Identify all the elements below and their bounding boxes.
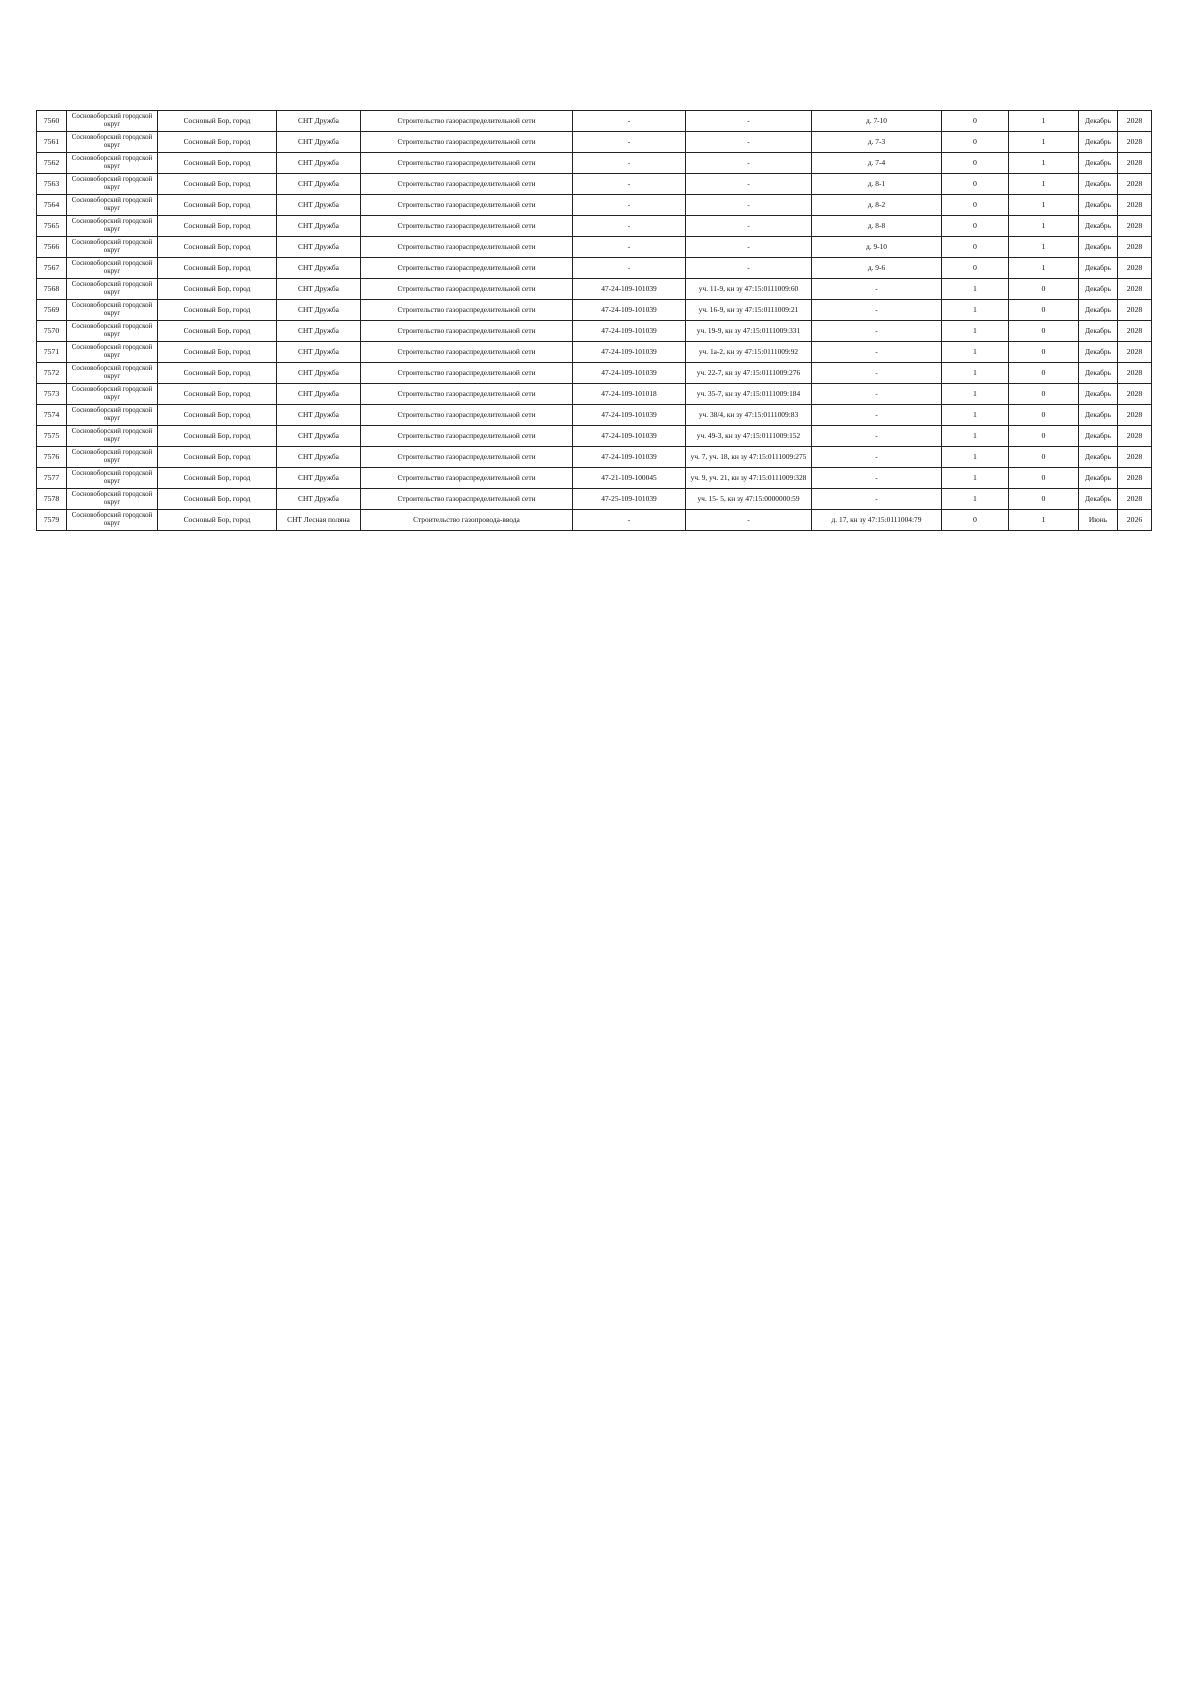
settlement-cell: СНТ Дружба <box>277 447 361 468</box>
table-row <box>37 447 1152 468</box>
table-row <box>37 405 1152 426</box>
count-b-cell: 0 <box>1009 426 1079 447</box>
month-cell: Декабрь <box>1079 489 1118 510</box>
count-a-cell: 0 <box>942 237 1009 258</box>
year-cell: 2028 <box>1118 237 1152 258</box>
district-cell: Сосновоборский городской округ <box>67 237 158 258</box>
row-number: 7570 <box>37 321 67 342</box>
count-b-cell: 1 <box>1009 237 1079 258</box>
row-number: 7577 <box>37 468 67 489</box>
cadastral-number-cell: - <box>573 195 686 216</box>
count-a-cell: 0 <box>942 132 1009 153</box>
house-address-cell: д. 7-10 <box>812 111 942 132</box>
table-row <box>37 321 1152 342</box>
month-cell: Декабрь <box>1079 111 1118 132</box>
count-b-cell: 0 <box>1009 405 1079 426</box>
city-cell: Сосновый Бор, город <box>158 510 277 531</box>
plot-address-cell: уч. 22-7, кн зу 47:15:0111009:276 <box>686 363 812 384</box>
year-cell: 2028 <box>1118 426 1152 447</box>
year-cell: 2028 <box>1118 216 1152 237</box>
settlement-cell: СНТ Дружба <box>277 300 361 321</box>
count-a-cell: 0 <box>942 510 1009 531</box>
cadastral-number-cell: - <box>573 510 686 531</box>
cadastral-number-cell: - <box>573 216 686 237</box>
year-cell: 2028 <box>1118 363 1152 384</box>
house-address-cell: - <box>812 447 942 468</box>
count-b-cell: 0 <box>1009 300 1079 321</box>
month-cell: Декабрь <box>1079 321 1118 342</box>
settlement-cell: СНТ Дружба <box>277 342 361 363</box>
month-cell: Декабрь <box>1079 384 1118 405</box>
row-number: 7565 <box>37 216 67 237</box>
year-cell: 2028 <box>1118 111 1152 132</box>
cadastral-number-cell: 47-21-109-100045 <box>573 468 686 489</box>
cadastral-number-cell: 47-24-109-101018 <box>573 384 686 405</box>
row-number: 7573 <box>37 384 67 405</box>
district-cell: Сосновоборский городской округ <box>67 132 158 153</box>
table-row <box>37 300 1152 321</box>
house-address-cell: д. 17, кн зу 47:15:0111004:79 <box>812 510 942 531</box>
count-b-cell: 1 <box>1009 195 1079 216</box>
house-address-cell: д. 9-10 <box>812 237 942 258</box>
work-type-cell: Строительство газораспределительной сети <box>361 174 573 195</box>
count-b-cell: 1 <box>1009 216 1079 237</box>
row-number: 7575 <box>37 426 67 447</box>
work-type-cell: Строительство газораспределительной сети <box>361 489 573 510</box>
month-cell: Декабрь <box>1079 279 1118 300</box>
city-cell: Сосновый Бор, город <box>158 447 277 468</box>
city-cell: Сосновый Бор, город <box>158 153 277 174</box>
work-type-cell: Строительство газораспределительной сети <box>361 258 573 279</box>
count-a-cell: 1 <box>942 321 1009 342</box>
row-number: 7571 <box>37 342 67 363</box>
row-number: 7579 <box>37 510 67 531</box>
table-row <box>37 426 1152 447</box>
district-cell: Сосновоборский городской округ <box>67 489 158 510</box>
house-address-cell: д. 8-2 <box>812 195 942 216</box>
work-type-cell: Строительство газораспределительной сети <box>361 153 573 174</box>
month-cell: Декабрь <box>1079 258 1118 279</box>
cadastral-number-cell: 47-24-109-101039 <box>573 321 686 342</box>
table-row <box>37 132 1152 153</box>
plot-address-cell: уч. 15- 5, кн зу 47:15:0000000:59 <box>686 489 812 510</box>
plot-address-cell: уч. 7, уч. 18, кн зу 47:15:0111009:275 <box>686 447 812 468</box>
house-address-cell: - <box>812 363 942 384</box>
month-cell: Декабрь <box>1079 468 1118 489</box>
plot-address-cell: уч. 9, уч. 21, кн зу 47:15:0111009:328 <box>686 468 812 489</box>
city-cell: Сосновый Бор, город <box>158 342 277 363</box>
count-b-cell: 0 <box>1009 384 1079 405</box>
row-number: 7564 <box>37 195 67 216</box>
district-cell: Сосновоборский городской округ <box>67 216 158 237</box>
work-type-cell: Строительство газораспределительной сети <box>361 300 573 321</box>
cadastral-number-cell: 47-24-109-101039 <box>573 447 686 468</box>
row-number: 7561 <box>37 132 67 153</box>
count-b-cell: 0 <box>1009 363 1079 384</box>
plot-address-cell: - <box>686 174 812 195</box>
settlement-cell: СНТ Дружба <box>277 132 361 153</box>
settlement-cell: СНТ Дружба <box>277 468 361 489</box>
settlement-cell: СНТ Дружба <box>277 279 361 300</box>
house-address-cell: - <box>812 468 942 489</box>
cadastral-number-cell: - <box>573 153 686 174</box>
settlement-cell: СНТ Дружба <box>277 237 361 258</box>
month-cell: Декабрь <box>1079 426 1118 447</box>
plot-address-cell: уч. 16-9, кн зу 47:15:0111009:21 <box>686 300 812 321</box>
house-address-cell: д. 7-4 <box>812 153 942 174</box>
settlement-cell: СНТ Дружба <box>277 321 361 342</box>
table-row <box>37 216 1152 237</box>
cadastral-number-cell: - <box>573 237 686 258</box>
district-cell: Сосновоборский городской округ <box>67 321 158 342</box>
table-row <box>37 342 1152 363</box>
plot-address-cell: - <box>686 510 812 531</box>
cadastral-number-cell: - <box>573 174 686 195</box>
count-a-cell: 1 <box>942 384 1009 405</box>
cadastral-number-cell: 47-25-109-101039 <box>573 489 686 510</box>
month-cell: Декабрь <box>1079 216 1118 237</box>
work-type-cell: Строительство газопровода-ввода <box>361 510 573 531</box>
plot-address-cell: - <box>686 132 812 153</box>
settlement-cell: СНТ Дружба <box>277 258 361 279</box>
house-address-cell: - <box>812 279 942 300</box>
settlement-cell: СНТ Дружба <box>277 405 361 426</box>
table-row <box>37 195 1152 216</box>
settlement-cell: СНТ Дружба <box>277 489 361 510</box>
city-cell: Сосновый Бор, город <box>158 279 277 300</box>
table-body <box>37 111 1152 531</box>
district-cell: Сосновоборский городской округ <box>67 342 158 363</box>
city-cell: Сосновый Бор, город <box>158 174 277 195</box>
plot-address-cell: - <box>686 195 812 216</box>
city-cell: Сосновый Бор, город <box>158 195 277 216</box>
district-cell: Сосновоборский городской округ <box>67 384 158 405</box>
city-cell: Сосновый Бор, город <box>158 111 277 132</box>
month-cell: Декабрь <box>1079 447 1118 468</box>
cadastral-number-cell: - <box>573 258 686 279</box>
district-cell: Сосновоборский городской округ <box>67 111 158 132</box>
year-cell: 2028 <box>1118 342 1152 363</box>
plot-address-cell: - <box>686 237 812 258</box>
city-cell: Сосновый Бор, город <box>158 426 277 447</box>
count-a-cell: 0 <box>942 111 1009 132</box>
count-a-cell: 1 <box>942 300 1009 321</box>
house-address-cell: д. 9-6 <box>812 258 942 279</box>
settlement-cell: СНТ Дружба <box>277 216 361 237</box>
work-type-cell: Строительство газораспределительной сети <box>361 468 573 489</box>
count-b-cell: 0 <box>1009 468 1079 489</box>
work-type-cell: Строительство газораспределительной сети <box>361 237 573 258</box>
city-cell: Сосновый Бор, город <box>158 216 277 237</box>
settlement-cell: СНТ Дружба <box>277 111 361 132</box>
row-number: 7560 <box>37 111 67 132</box>
row-number: 7576 <box>37 447 67 468</box>
district-cell: Сосновоборский городской округ <box>67 510 158 531</box>
house-address-cell: д. 7-3 <box>812 132 942 153</box>
count-b-cell: 0 <box>1009 321 1079 342</box>
city-cell: Сосновый Бор, город <box>158 258 277 279</box>
year-cell: 2028 <box>1118 300 1152 321</box>
year-cell: 2028 <box>1118 279 1152 300</box>
count-a-cell: 1 <box>942 489 1009 510</box>
work-type-cell: Строительство газораспределительной сети <box>361 216 573 237</box>
month-cell: Декабрь <box>1079 300 1118 321</box>
table-row <box>37 468 1152 489</box>
month-cell: Декабрь <box>1079 174 1118 195</box>
district-cell: Сосновоборский городской округ <box>67 279 158 300</box>
row-number: 7562 <box>37 153 67 174</box>
count-a-cell: 1 <box>942 468 1009 489</box>
plot-address-cell: уч. 1а-2, кн зу 47:15:0111009:92 <box>686 342 812 363</box>
city-cell: Сосновый Бор, город <box>158 237 277 258</box>
cadastral-number-cell: 47-24-109-101039 <box>573 405 686 426</box>
count-a-cell: 1 <box>942 447 1009 468</box>
count-a-cell: 0 <box>942 216 1009 237</box>
count-b-cell: 0 <box>1009 279 1079 300</box>
work-type-cell: Строительство газораспределительной сети <box>361 111 573 132</box>
month-cell: Декабрь <box>1079 342 1118 363</box>
count-a-cell: 0 <box>942 174 1009 195</box>
count-b-cell: 1 <box>1009 111 1079 132</box>
row-number: 7566 <box>37 237 67 258</box>
year-cell: 2028 <box>1118 468 1152 489</box>
row-number: 7568 <box>37 279 67 300</box>
table-row <box>37 174 1152 195</box>
row-number: 7563 <box>37 174 67 195</box>
settlement-cell: СНТ Дружба <box>277 174 361 195</box>
settlement-cell: СНТ Дружба <box>277 363 361 384</box>
table-row <box>37 279 1152 300</box>
cadastral-number-cell: 47-24-109-101039 <box>573 426 686 447</box>
work-type-cell: Строительство газораспределительной сети <box>361 195 573 216</box>
work-type-cell: Строительство газораспределительной сети <box>361 132 573 153</box>
plot-address-cell: уч. 11-9, кн зу 47:15:0111009:60 <box>686 279 812 300</box>
count-a-cell: 1 <box>942 405 1009 426</box>
year-cell: 2028 <box>1118 447 1152 468</box>
count-b-cell: 0 <box>1009 447 1079 468</box>
count-b-cell: 1 <box>1009 258 1079 279</box>
table-row <box>37 111 1152 132</box>
city-cell: Сосновый Бор, город <box>158 132 277 153</box>
year-cell: 2028 <box>1118 153 1152 174</box>
district-cell: Сосновоборский городской округ <box>67 447 158 468</box>
district-cell: Сосновоборский городской округ <box>67 195 158 216</box>
plot-address-cell: - <box>686 216 812 237</box>
cadastral-number-cell: 47-24-109-101039 <box>573 342 686 363</box>
row-number: 7578 <box>37 489 67 510</box>
count-a-cell: 0 <box>942 153 1009 174</box>
city-cell: Сосновый Бор, город <box>158 489 277 510</box>
year-cell: 2028 <box>1118 489 1152 510</box>
city-cell: Сосновый Бор, город <box>158 300 277 321</box>
work-type-cell: Строительство газораспределительной сети <box>361 405 573 426</box>
work-type-cell: Строительство газораспределительной сети <box>361 321 573 342</box>
table-row <box>37 489 1152 510</box>
plot-address-cell: уч. 49-3, кн зу 47:15:0111009:152 <box>686 426 812 447</box>
plot-address-cell: - <box>686 111 812 132</box>
house-address-cell: д. 8-1 <box>812 174 942 195</box>
year-cell: 2028 <box>1118 321 1152 342</box>
cadastral-number-cell: 47-24-109-101039 <box>573 363 686 384</box>
plot-address-cell: уч. 19-9, кн зу 47:15:0111009:331 <box>686 321 812 342</box>
table-row <box>37 258 1152 279</box>
table-row <box>37 510 1152 531</box>
city-cell: Сосновый Бор, город <box>158 468 277 489</box>
year-cell: 2028 <box>1118 258 1152 279</box>
year-cell: 2028 <box>1118 384 1152 405</box>
city-cell: Сосновый Бор, город <box>158 384 277 405</box>
year-cell: 2028 <box>1118 405 1152 426</box>
count-b-cell: 1 <box>1009 510 1079 531</box>
district-cell: Сосновоборский городской округ <box>67 405 158 426</box>
table-row <box>37 363 1152 384</box>
city-cell: Сосновый Бор, город <box>158 405 277 426</box>
count-a-cell: 1 <box>942 426 1009 447</box>
count-a-cell: 1 <box>942 342 1009 363</box>
year-cell: 2028 <box>1118 132 1152 153</box>
table-row <box>37 384 1152 405</box>
row-number: 7567 <box>37 258 67 279</box>
district-cell: Сосновоборский городской округ <box>67 174 158 195</box>
city-cell: Сосновый Бор, город <box>158 321 277 342</box>
table-row <box>37 153 1152 174</box>
house-address-cell: - <box>812 384 942 405</box>
district-cell: Сосновоборский городской округ <box>67 363 158 384</box>
work-type-cell: Строительство газораспределительной сети <box>361 426 573 447</box>
settlement-cell: СНТ Лесная поляна <box>277 510 361 531</box>
work-type-cell: Строительство газораспределительной сети <box>361 363 573 384</box>
settlement-cell: СНТ Дружба <box>277 195 361 216</box>
settlement-cell: СНТ Дружба <box>277 426 361 447</box>
month-cell: Декабрь <box>1079 132 1118 153</box>
row-number: 7574 <box>37 405 67 426</box>
house-address-cell: - <box>812 405 942 426</box>
month-cell: Декабрь <box>1079 153 1118 174</box>
cadastral-number-cell: 47-24-109-101039 <box>573 300 686 321</box>
district-cell: Сосновоборский городской округ <box>67 153 158 174</box>
house-address-cell: - <box>812 426 942 447</box>
month-cell: Декабрь <box>1079 405 1118 426</box>
plot-address-cell: - <box>686 258 812 279</box>
row-number: 7569 <box>37 300 67 321</box>
plot-address-cell: уч. 38/4, кн зу 47:15:0111009:83 <box>686 405 812 426</box>
count-b-cell: 0 <box>1009 489 1079 510</box>
count-a-cell: 1 <box>942 363 1009 384</box>
cadastral-number-cell: - <box>573 132 686 153</box>
count-b-cell: 1 <box>1009 153 1079 174</box>
cadastral-number-cell: - <box>573 111 686 132</box>
count-a-cell: 0 <box>942 258 1009 279</box>
house-address-cell: - <box>812 489 942 510</box>
month-cell: Июнь <box>1079 510 1118 531</box>
plot-address-cell: - <box>686 153 812 174</box>
settlement-cell: СНТ Дружба <box>277 384 361 405</box>
count-b-cell: 1 <box>1009 132 1079 153</box>
year-cell: 2026 <box>1118 510 1152 531</box>
district-cell: Сосновоборский городской округ <box>67 258 158 279</box>
plot-address-cell: уч. 35-7, кн зу 47:15:0111009:184 <box>686 384 812 405</box>
settlement-cell: СНТ Дружба <box>277 153 361 174</box>
work-type-cell: Строительство газораспределительной сети <box>361 342 573 363</box>
count-b-cell: 0 <box>1009 342 1079 363</box>
city-cell: Сосновый Бор, город <box>158 363 277 384</box>
year-cell: 2028 <box>1118 174 1152 195</box>
cadastral-number-cell: 47-24-109-101039 <box>573 279 686 300</box>
house-address-cell: - <box>812 321 942 342</box>
gas-network-table <box>36 110 1152 531</box>
district-cell: Сосновоборский городской округ <box>67 426 158 447</box>
row-number: 7572 <box>37 363 67 384</box>
month-cell: Декабрь <box>1079 195 1118 216</box>
document-page <box>36 110 1151 531</box>
count-a-cell: 1 <box>942 279 1009 300</box>
work-type-cell: Строительство газораспределительной сети <box>361 447 573 468</box>
table-row <box>37 237 1152 258</box>
work-type-cell: Строительство газораспределительной сети <box>361 384 573 405</box>
district-cell: Сосновоборский городской округ <box>67 300 158 321</box>
month-cell: Декабрь <box>1079 237 1118 258</box>
house-address-cell: - <box>812 342 942 363</box>
count-b-cell: 1 <box>1009 174 1079 195</box>
year-cell: 2028 <box>1118 195 1152 216</box>
work-type-cell: Строительство газораспределительной сети <box>361 279 573 300</box>
house-address-cell: д. 8-8 <box>812 216 942 237</box>
count-a-cell: 0 <box>942 195 1009 216</box>
house-address-cell: - <box>812 300 942 321</box>
month-cell: Декабрь <box>1079 363 1118 384</box>
district-cell: Сосновоборский городской округ <box>67 468 158 489</box>
